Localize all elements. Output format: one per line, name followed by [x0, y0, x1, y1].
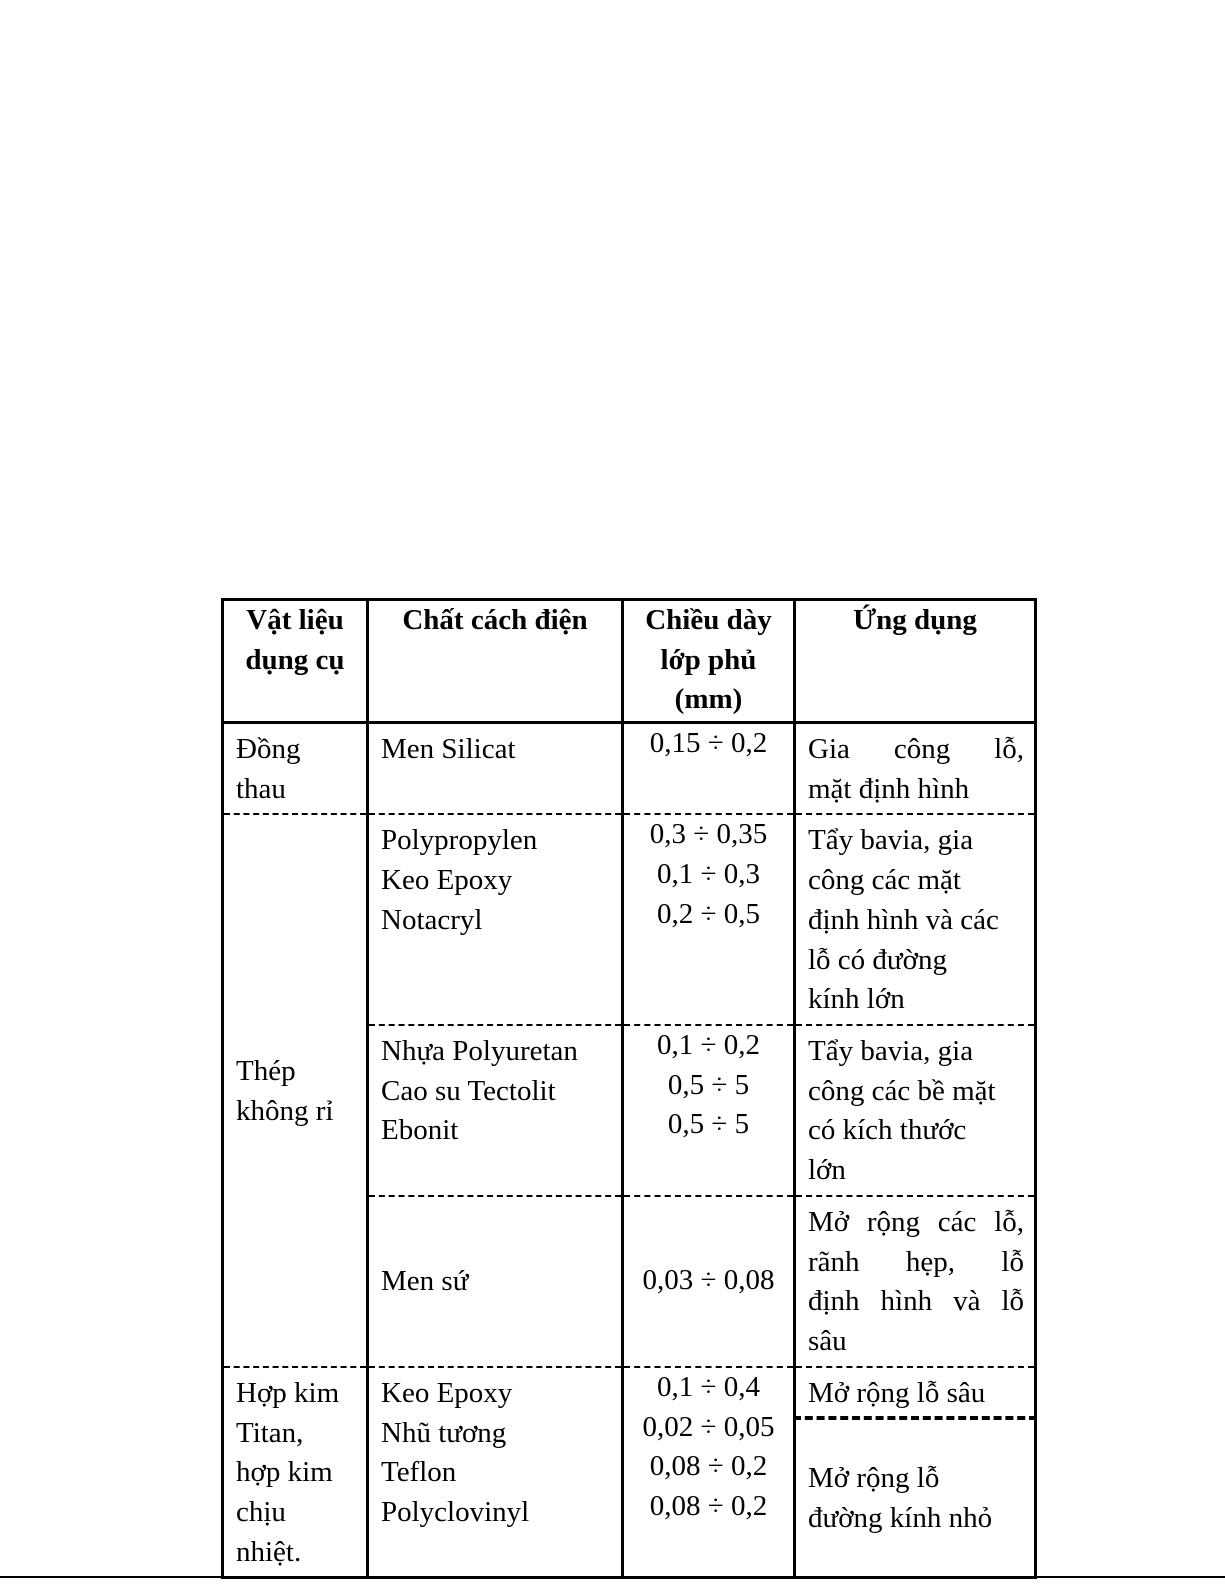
insulator-cell: Men Silicat — [368, 723, 623, 815]
application-cell: Tẩy bavia, gia công các mặt định hình và các lỗ có đường kính lớn — [795, 814, 1036, 1025]
application-cell: Gia công lỗ, mặt định hình — [795, 723, 1036, 815]
table-row-steel-a — [223, 814, 1036, 1025]
insulator-cell: Polypropylen Keo Epoxy Notacryl — [368, 814, 623, 1025]
application-cell: Mở rộng các lỗ, rãnh hẹp, lỗ định hình và lỗ sâu — [795, 1196, 1036, 1367]
insulator-cell: Men sứ — [368, 1196, 623, 1367]
application-cell-small-hole: Mở rộng lỗ đường kính nhỏ — [795, 1418, 1036, 1578]
insulation-table — [221, 598, 1037, 1579]
header-insulator: Chất cách điện — [368, 600, 623, 723]
table-row-brass — [223, 723, 1036, 815]
table-row-titan — [223, 1367, 1036, 1418]
application-cell-deep-hole: Mở rộng lỗ sâu — [795, 1367, 1036, 1418]
thickness-cell: 0,15 ÷ 0,2 — [623, 723, 795, 815]
header-thickness: Chiều dày lớp phủ (mm) — [623, 600, 795, 723]
header-material: Vật liệu dụng cụ — [223, 600, 368, 723]
insulator-cell: Keo Epoxy Nhũ tương Teflon Polyclovinyl — [368, 1367, 623, 1578]
application-cell: Tẩy bavia, gia công các bề mặt có kích thước lớn — [795, 1025, 1036, 1196]
thickness-cell: 0,3 ÷ 0,35 0,1 ÷ 0,3 0,2 ÷ 0,5 — [623, 814, 795, 1025]
thickness-cell: 0,03 ÷ 0,08 — [623, 1196, 795, 1367]
thickness-cell: 0,1 ÷ 0,2 0,5 ÷ 5 0,5 ÷ 5 — [623, 1025, 795, 1196]
header-application: Ứng dụng — [795, 600, 1036, 723]
material-cell: Đồng thau — [223, 723, 368, 815]
header-row — [223, 600, 1036, 723]
insulator-cell: Nhựa Polyuretan Cao su Tectolit Ebonit — [368, 1025, 623, 1196]
material-cell: Hợp kim Titan, hợp kim chịu nhiệt. — [223, 1367, 368, 1578]
material-cell: Thép không rỉ — [223, 814, 368, 1366]
thickness-cell: 0,1 ÷ 0,4 0,02 ÷ 0,05 0,08 ÷ 0,2 0,08 ÷ 0,2 — [623, 1367, 795, 1578]
page-bottom-rule — [0, 1576, 1225, 1578]
